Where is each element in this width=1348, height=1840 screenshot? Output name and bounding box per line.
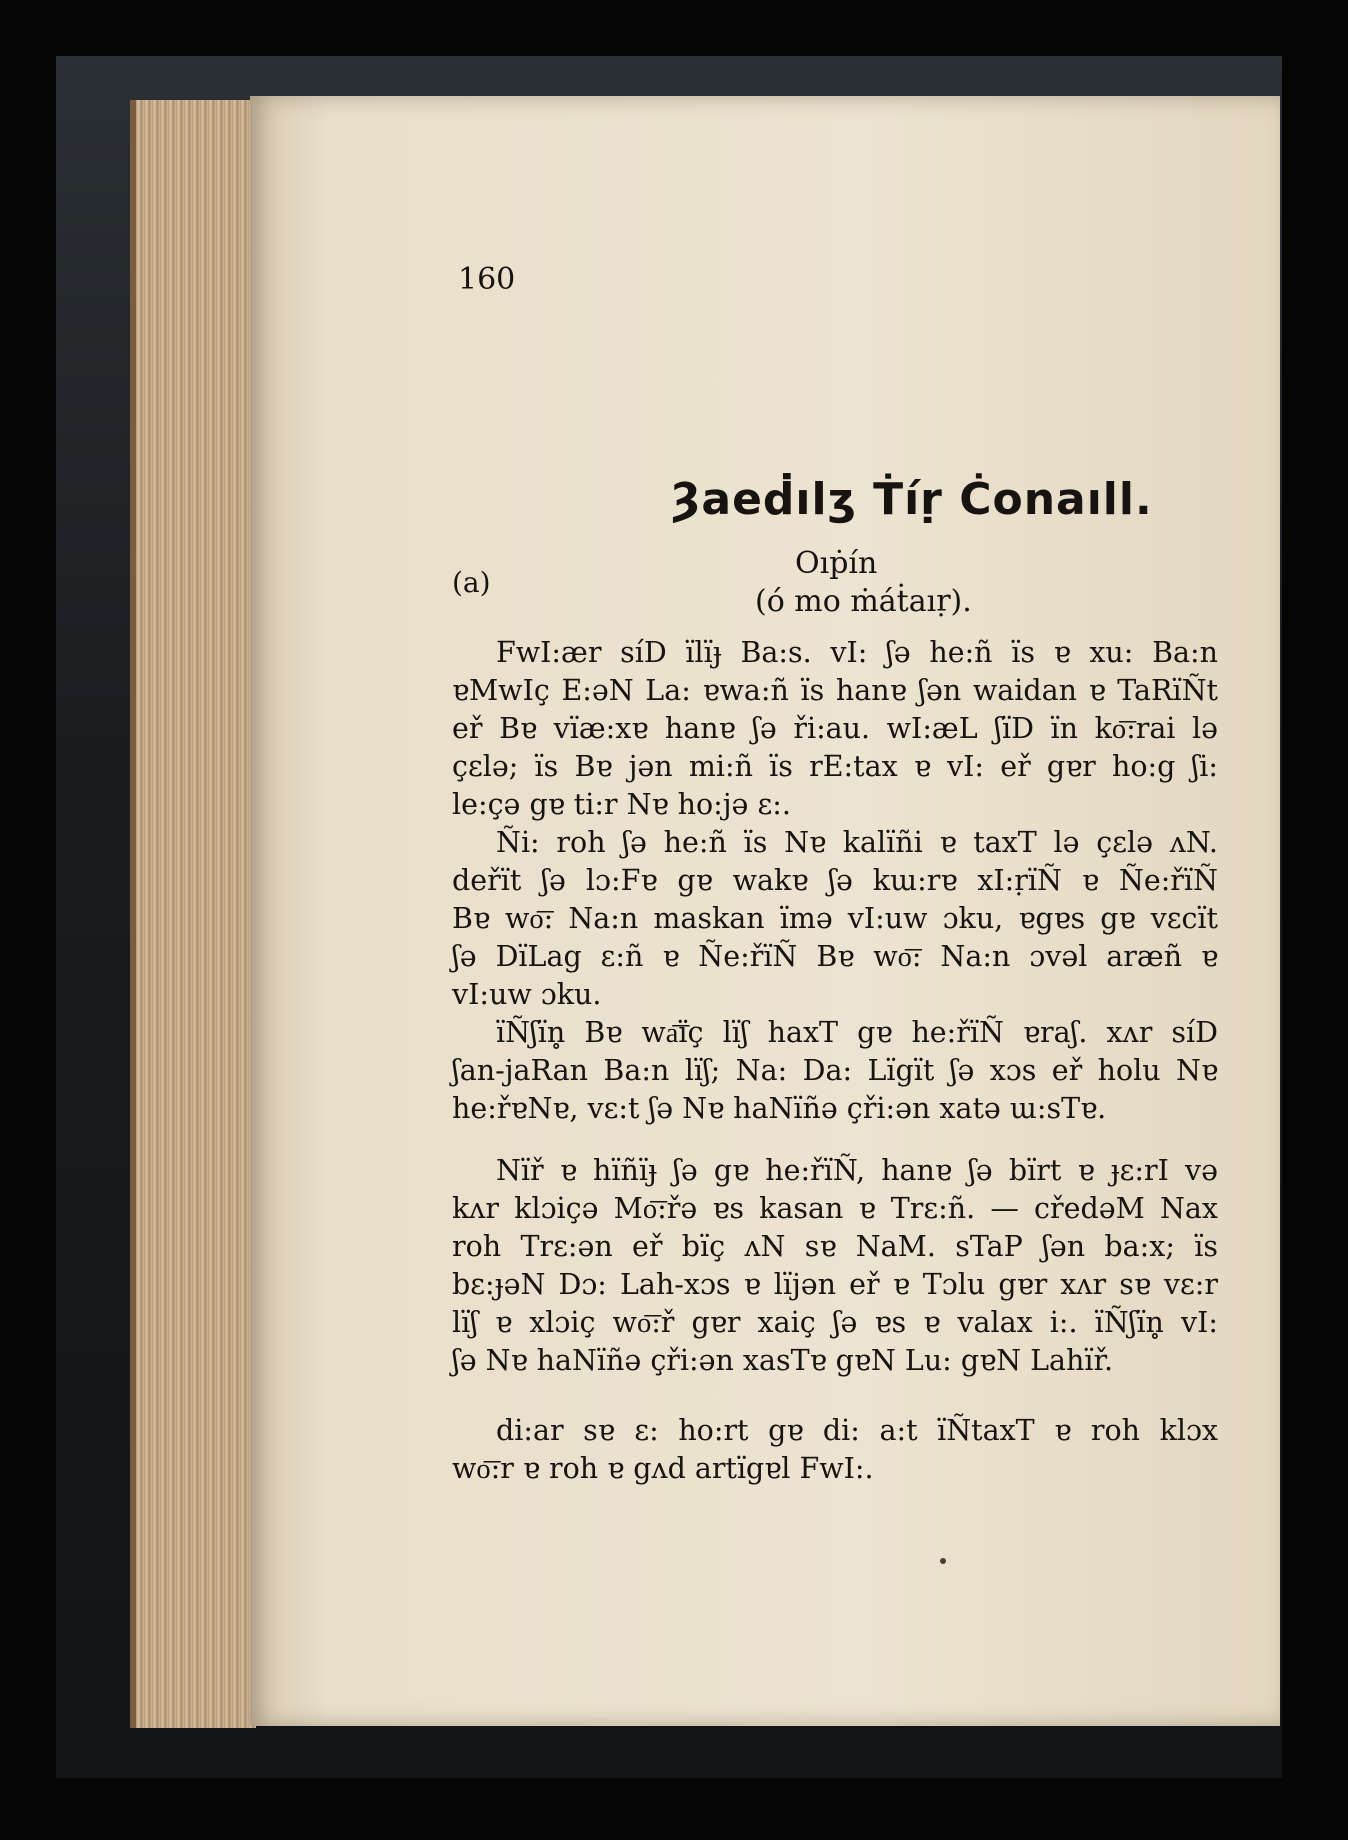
ink-speck: [940, 1558, 946, 1564]
paragraph-2: [452, 824, 1218, 1014]
text-line: kʌr klɔiçə Mo͞:řə ɐs kasan ɐ Trɛ:ñ. — cředəM Nax: [452, 1192, 1218, 1225]
paragraph-5: [452, 1412, 1218, 1488]
page-title: Ȝaeḋılʒ Ṫíṛ Ċonaıll.: [670, 474, 1153, 525]
subtitle-main: Oıṗín: [795, 546, 878, 581]
text-line: Ñi: roh ʃə he:ñ ïs Nɐ kalïñi ɐ taxT lə çɛlə ʌN.: [496, 826, 1218, 859]
text-line: deřït ʃə lɔ:Fɐ gɐ wakɐ ʃə kɯ:rɐ xI:ṛïÑ ɐ Ñe:řïÑ: [452, 864, 1218, 897]
text-line: çɛlə; ïs Bɐ jən mi:ñ ïs rE:tax ɐ vI: eř gɐr ho:g ʃi:: [452, 750, 1218, 783]
text-line: ɐMwIç E:əN La: ɐwa:ñ ïs hanɐ ʃən waidan ɐ TaRïÑt: [452, 674, 1218, 707]
text-line: ïÑʃïn̥ Bɐ wa͞ïç lïʃ haxT gɐ he:řïÑ ɐraʃ. xʌr síD: [496, 1016, 1218, 1049]
text-line: Bɐ wo͞: Na:n maskan ïmə vI:uw ɔku, ɐgɐs gɐ vɛcït: [452, 902, 1218, 935]
book-page: [250, 96, 1280, 1726]
text-line: ʃə DïLag ɛ:ñ ɐ Ñe:řïÑ Bɐ wo͞: Na:n ɔvəl aræñ ɐ: [452, 940, 1218, 973]
paragraph-4: [452, 1152, 1218, 1380]
text-line: roh Trɛ:ən eř bïç ʌN sɐ NaM. sTaP ʃən ba:x; ïs: [452, 1230, 1218, 1263]
text-line: lïʃ ɐ xlɔiç wo͞:ř gɐr xaiç ʃə ɐs ɐ valax i:. ïÑʃïn̥ vI:: [452, 1306, 1218, 1339]
text-line: le:çə gɐ ti:r Nɐ ho:jə ɛ:.: [452, 788, 791, 821]
text-line: vI:uw ɔku.: [452, 978, 602, 1011]
text-line: FwI:ær síD ïlïɟ Ba:s. vI: ʃə he:ñ ïs ɐ xu: Ba:n: [496, 636, 1218, 669]
text-line: bɛ:ɟəN Dɔ: Lah-xɔs ɐ lïjən eř ɐ Tɔlu gɐr xʌr sɐ vɛ:r: [452, 1268, 1218, 1301]
paragraph-3: [452, 1014, 1218, 1128]
text-line: wo͞:r ɐ roh ɐ gʌd artïgɐl FwI:.: [452, 1452, 874, 1485]
text-line: di:ar sɐ ɛ: ho:rt gɐ di: a:t ïÑtaxT ɐ roh klɔx: [496, 1414, 1218, 1447]
subtitle-sub: (ó mo ṁáṫaıṛ).: [755, 584, 972, 619]
text-line: he:řɐNɐ, vɛ:t ʃə Nɐ haNïñə çři:ən xatə ɯ:sTɐ.: [452, 1092, 1107, 1125]
text-line: ʃə Nɐ haNïñə çři:ən xasTɐ gɐN Lu: gɐN Lahïř.: [452, 1344, 1114, 1377]
paragraph-1: [452, 634, 1218, 824]
text-line: ʃan-jaRan Ba:n lïʃ; Na: Da: Lïgït ʃə xɔs eř holu Nɐ: [452, 1054, 1218, 1087]
text-line: eř Bɐ vïæ:xɐ hanɐ ʃə ři:au. wI:æL ʃïD ïn ko͞:rai lə: [452, 712, 1218, 745]
page-number: 160: [458, 262, 516, 297]
section-marker: (a): [452, 566, 491, 599]
book-page-edges: [130, 100, 256, 1728]
text-line: Nïř ɐ hïñïɟ ʃə gɐ he:řïÑ, hanɐ ʃə bïrt ɐ ɟɛ:rI və: [496, 1154, 1218, 1187]
